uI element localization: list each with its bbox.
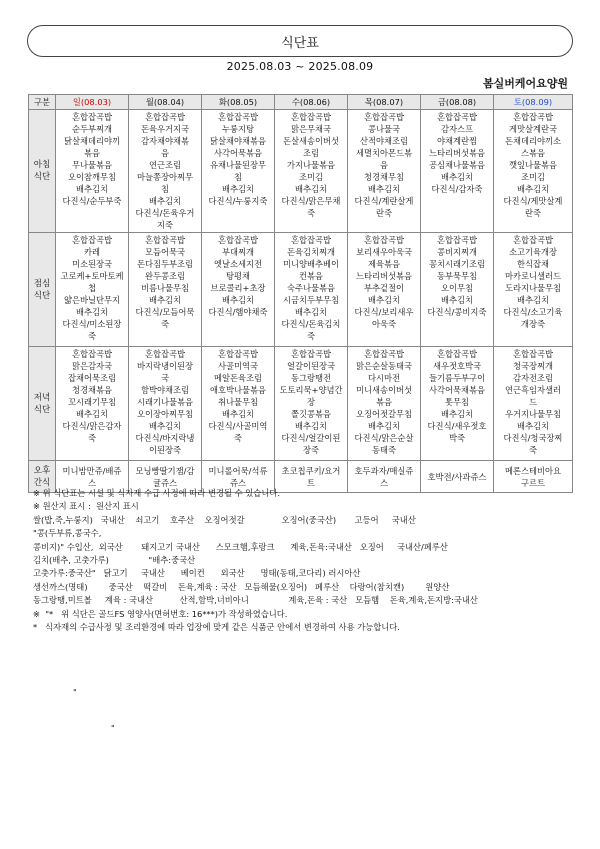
meal-row-lunch bbox=[29, 233, 573, 347]
menu-item: 혼합잡곡밥 bbox=[290, 235, 332, 245]
menu-item: 오이무침 bbox=[440, 283, 474, 293]
day-header-tue: 화(08.05) bbox=[202, 95, 275, 110]
meal-cell bbox=[56, 233, 129, 347]
menu-item: 꼬시래기무침 bbox=[67, 397, 117, 407]
menu-item: 혼합잡곡밥 bbox=[71, 112, 113, 122]
day-header-wed: 수(08.06) bbox=[275, 95, 348, 110]
menu-item: 죽 bbox=[306, 208, 315, 218]
meal-cell bbox=[202, 110, 275, 233]
menu-item: 보리새우아욱국 bbox=[355, 247, 413, 257]
menu-item: 혼합잡곡밥 bbox=[290, 349, 332, 359]
menu-item: 무나물볶음 bbox=[71, 160, 113, 170]
meal-cell bbox=[421, 110, 494, 233]
menu-item: 장 bbox=[306, 397, 315, 407]
meal-cell bbox=[202, 347, 275, 461]
menu-item: 미소된장국 bbox=[71, 259, 113, 269]
row-label bbox=[29, 233, 56, 347]
menu-item: 혼합잡곡밥 bbox=[290, 112, 332, 122]
note-line: ※ "* 위 식단은 골드FS 영양사(면허번호: 16***)가 작성하였습니다. bbox=[33, 608, 288, 619]
menu-item: 다진식/모듬어묵 bbox=[135, 307, 195, 317]
meal-cell bbox=[275, 110, 348, 233]
menu-item: 다진식/게맛살계 bbox=[503, 196, 563, 206]
meal-cell bbox=[275, 347, 348, 461]
menu-item: 다진식/돈육우거 bbox=[135, 208, 195, 218]
menu-item: 혼합잡곡밥 bbox=[144, 112, 186, 122]
row-label-line: 식단 bbox=[33, 290, 51, 301]
meal-cell bbox=[56, 347, 129, 461]
menu-item: 배추김치 bbox=[440, 295, 474, 305]
meal-cell bbox=[494, 347, 573, 461]
menu-item: 감자스프 bbox=[440, 124, 474, 134]
menu-item: 동부묵무침 bbox=[436, 271, 478, 281]
menu-item: 감자채야채볶 bbox=[140, 136, 190, 146]
menu-item: 배추김치 bbox=[221, 295, 255, 305]
menu-item: 느타리버섯볶음 bbox=[428, 148, 486, 158]
menu-item: 시금치두부무침 bbox=[282, 295, 340, 305]
menu-item: 다진식/돈육김치 bbox=[281, 319, 341, 329]
menu-item: 혼합잡곡밥 bbox=[512, 235, 554, 245]
date-range: 2025.08.03 ~ 2025.08.09 bbox=[226, 60, 374, 73]
menu-item: 다진식/청국장찌 bbox=[503, 433, 563, 443]
menu-item: 비름나물무침 bbox=[140, 283, 190, 293]
corner-cell: 구분 bbox=[29, 95, 56, 110]
row-label-line: 간식 bbox=[33, 477, 51, 488]
menu-item: 배추김치 bbox=[516, 421, 550, 431]
table-header-row bbox=[29, 95, 573, 110]
menu-item: 다진식/얼갈이된 bbox=[281, 433, 341, 443]
menu-item: 혼합잡곡밥 bbox=[436, 235, 478, 245]
menu-item: 새우젓호박국 bbox=[432, 361, 482, 371]
menu-item: 제육볶음 bbox=[367, 259, 401, 269]
menu-item: 배추김치 bbox=[516, 295, 550, 305]
menu-item: 이된장죽 bbox=[148, 445, 182, 455]
menu-item: 취나물무침 bbox=[217, 397, 259, 407]
notes bbox=[33, 487, 578, 634]
menu-item: 순두부찌개 bbox=[71, 124, 113, 134]
menu-item: 박죽 bbox=[448, 433, 466, 443]
menu-item: 죽 bbox=[87, 433, 96, 443]
menu-item: 배추김치 bbox=[294, 421, 328, 431]
menu-item: 콩비지찌개 bbox=[436, 247, 478, 257]
menu-item: 다진식/사골미역 bbox=[208, 421, 268, 431]
menu-item: 카레 bbox=[83, 247, 101, 257]
menu-item: 오이참깨무침 bbox=[67, 172, 117, 182]
menu-item: 배추김치 bbox=[294, 184, 328, 194]
menu-item: 호박전/사과쥬스 bbox=[427, 471, 487, 482]
menu-item: 배추김치 bbox=[148, 196, 182, 206]
menu-item: 다진식/바지락냉 bbox=[135, 433, 195, 443]
note-line: * 식자재의 수급사정 및 조리환경에 따라 업장에 맞게 같은 식품군 안에서 변경하여 사용 가능합니다. bbox=[33, 622, 400, 633]
menu-item: 도토리묵+양념간 bbox=[279, 385, 343, 395]
note-line: 콩비지)" 수입산, 외국산 돼지고기 국내산 스모크햄,후랑크 계육,돈육:국내산 오징어 국내산/페루산 bbox=[33, 541, 448, 552]
menu-item: 배추김치 bbox=[367, 184, 401, 194]
menu-item: 톳무침 bbox=[444, 397, 470, 407]
menu-item: 죽 bbox=[87, 331, 96, 341]
menu-item: 돈살새송이버섯 bbox=[282, 136, 340, 146]
menu-item: 맑은순살동태국 bbox=[355, 361, 413, 371]
menu-item: 미니새송이버섯 bbox=[355, 385, 413, 395]
menu-item: 오이장아찌무침 bbox=[136, 409, 194, 419]
menu-item: 깻잎나물볶음 bbox=[508, 160, 558, 170]
menu-item: 얇은바닐단무지 bbox=[63, 295, 121, 305]
day-header-mon: 월(08.04) bbox=[129, 95, 202, 110]
menu-item: 미니밤만쥬/배쥬 bbox=[62, 465, 122, 476]
menu-item: 볶음 bbox=[375, 397, 393, 407]
menu-item: 혼합잡곡밥 bbox=[363, 349, 405, 359]
menu-item: 바지락냉이된장 bbox=[136, 361, 194, 371]
menu-item: 스 bbox=[379, 477, 388, 488]
menu-item: 부대찌개 bbox=[221, 247, 255, 257]
menu-item: 완두콩조림 bbox=[144, 271, 186, 281]
menu-item: 오징어젓갈무침 bbox=[355, 409, 413, 419]
menu-item: 다진식/새우젓호 bbox=[427, 421, 487, 431]
menu-item: 혼합잡곡밥 bbox=[217, 112, 259, 122]
menu-item: 국 bbox=[160, 373, 169, 383]
menu-item: 숙주나물볶음 bbox=[286, 283, 336, 293]
note-line: 김치(배추, 고춧가루) "배추:중국산 bbox=[33, 555, 196, 566]
menu-item: 장죽 bbox=[302, 445, 320, 455]
menu-item: 돈다짐두부조림 bbox=[136, 259, 194, 269]
menu-item: 다진식/맑은무채 bbox=[281, 196, 341, 206]
day-header-sun: 일(08.03) bbox=[56, 95, 129, 110]
menu-item: 죽 bbox=[160, 319, 169, 329]
row-label-line: 저녁 bbox=[33, 392, 51, 403]
row-label-line: 점심 bbox=[33, 278, 51, 289]
menu-item: 다진식/맑은순살 bbox=[354, 433, 414, 443]
note-line: 생선까스(명태) 중국산 떡갈비 돈육,계육 : 국산 모듬해물(오징어) 페루산 다랑어(참치캔) 원양산 bbox=[33, 581, 450, 592]
menu-item: 메론스테비아요 bbox=[504, 465, 562, 476]
menu-item: 배추김치 bbox=[148, 295, 182, 305]
menu-item: 함박야채조림 bbox=[140, 385, 190, 395]
menu-item: 사골미역국 bbox=[217, 361, 259, 371]
menu-item: 쫄깃콩볶음 bbox=[290, 409, 332, 419]
note-line: ※ 위 식단표는 시설 및 식자재 수급 사정에 따라 변경될 수 있습니다. bbox=[33, 488, 280, 498]
menu-item: 다진식/순두부죽 bbox=[62, 196, 122, 206]
row-label bbox=[29, 110, 56, 233]
stray-mark: " bbox=[73, 688, 77, 697]
menu-item: 혼합잡곡밥 bbox=[512, 112, 554, 122]
menu-item: 혼합잡곡밥 bbox=[71, 349, 113, 359]
menu-item: 초코칩쿠키/요거 bbox=[281, 465, 341, 476]
menu-item: 시래기나물볶음 bbox=[136, 397, 194, 407]
meal-cell bbox=[421, 347, 494, 461]
menu-item: 조미김 bbox=[298, 172, 324, 182]
menu-item: 메알돈육조림 bbox=[213, 373, 263, 383]
menu-item: 부추겉절이 bbox=[363, 283, 405, 293]
menu-item: 소고기육개장 bbox=[508, 247, 558, 257]
menu-item: 도라지나물무침 bbox=[504, 283, 562, 293]
menu-item: 돈육우거지국 bbox=[140, 124, 190, 134]
menu-item: 음 bbox=[379, 160, 388, 170]
menu-item: 혼합잡곡밥 bbox=[512, 349, 554, 359]
menu-item: 첩 bbox=[87, 283, 96, 293]
menu-item: 배추김치 bbox=[440, 172, 474, 182]
menu-item: 마카로니샐러드 bbox=[504, 271, 562, 281]
menu-item: 돈채데리야끼소 bbox=[504, 136, 562, 146]
menu-item: 얼갈이된장국 bbox=[286, 361, 336, 371]
menu-item: 혼합잡곡밥 bbox=[363, 235, 405, 245]
row-label-line: 아침 bbox=[33, 160, 51, 170]
day-header-fri: 금(08.08) bbox=[421, 95, 494, 110]
menu-item: 세멸치아몬드볶 bbox=[355, 148, 413, 158]
organization-name: 봄실버케어요양원 bbox=[482, 77, 568, 90]
menu-item: 공심채나물볶음 bbox=[428, 160, 486, 170]
title-box bbox=[27, 25, 573, 57]
menu-item: 혼합잡곡밥 bbox=[217, 235, 259, 245]
menu-item: 혼합잡곡밥 bbox=[217, 349, 259, 359]
menu-item: 잡채어묵조림 bbox=[67, 373, 117, 383]
meal-cell bbox=[348, 233, 421, 347]
menu-item: 스 bbox=[87, 477, 96, 488]
page-title: 식단표 bbox=[281, 35, 319, 51]
menu-item: 한식잡채 bbox=[516, 259, 550, 269]
menu-item: 연근흑임자샐러 bbox=[504, 385, 562, 395]
meal-cell bbox=[421, 233, 494, 347]
menu-item: 닭살채야채볶음 bbox=[209, 136, 267, 146]
row-label-line: 식단 bbox=[33, 404, 51, 415]
menu-item: 미니롤어묵/석류 bbox=[208, 465, 268, 476]
stray-mark: " bbox=[111, 724, 115, 733]
menu-item: 게맛살계란국 bbox=[508, 124, 558, 134]
menu-item: 혼합잡곡밥 bbox=[144, 349, 186, 359]
menu-item: 배추김치 bbox=[148, 421, 182, 431]
menu-item: 배추김치 bbox=[440, 409, 474, 419]
menu-item: 동그랑땡전 bbox=[290, 373, 332, 383]
menu-item: 청국장찌개 bbox=[512, 361, 554, 371]
menu-item: 배추김치 bbox=[367, 421, 401, 431]
menu-item: 모닝빵딸기잼/감 bbox=[135, 465, 195, 476]
menu-item: 혼합잡곡밥 bbox=[144, 235, 186, 245]
menu-item: 가지나물볶음 bbox=[286, 160, 336, 170]
menu-item: 호두과자/매실쥬 bbox=[354, 465, 414, 476]
menu-item: 배추김치 bbox=[294, 307, 328, 317]
menu-item: 다진식/감자죽 bbox=[431, 184, 483, 194]
menu-item: 산적야채조림 bbox=[359, 136, 409, 146]
menu-item: 혼합잡곡밥 bbox=[363, 112, 405, 122]
meal-cell bbox=[129, 347, 202, 461]
meal-cell bbox=[348, 110, 421, 233]
menu-item: 우거지나물무침 bbox=[504, 409, 562, 419]
menu-item: 구르트 bbox=[520, 477, 546, 488]
row-label bbox=[29, 347, 56, 461]
menu-item: 사각어묵채볶음 bbox=[428, 385, 486, 395]
menu-item: 브로콜리+초장 bbox=[210, 283, 266, 293]
menu-item: 배추김치 bbox=[516, 184, 550, 194]
menu-item: 배추김치 bbox=[367, 295, 401, 305]
menu-item: 조림 bbox=[302, 148, 320, 158]
menu-item: 꽁치시래기조림 bbox=[428, 259, 486, 269]
menu-item: 배추김치 bbox=[75, 307, 109, 317]
note-line: ※ 원산지 표시 : 원산지 표시 bbox=[33, 501, 139, 512]
menu-item: 돈육김치찌개 bbox=[286, 247, 336, 257]
menu-item: 배추김치 bbox=[221, 184, 255, 194]
menu-item: 다진식/소고기육 bbox=[503, 307, 563, 317]
menu-item: 트 bbox=[306, 477, 315, 488]
menu-item: 컨볶음 bbox=[298, 271, 324, 281]
menu-item: 청경채무침 bbox=[363, 172, 405, 182]
note-line: 동그랑땡,미트볼 계육 : 국내산 산적,함박,너비아니 계육,돈육 : 국산 모듬햄 돈육,계육,돈지방:국내산 bbox=[33, 595, 478, 606]
meal-row-breakfast bbox=[29, 110, 573, 233]
menu-item: 모듬어묵국 bbox=[144, 247, 186, 257]
menu-item: 청경채볶음 bbox=[71, 385, 113, 395]
menu-item: 쥬스 bbox=[229, 477, 247, 488]
menu-item: 탕평채 bbox=[225, 271, 251, 281]
menu-item: 개장죽 bbox=[520, 319, 546, 329]
menu-item: 다진식/미소된장 bbox=[62, 319, 122, 329]
menu-item: 마늘쫑장아찌무 bbox=[136, 172, 194, 182]
meal-row-dinner bbox=[29, 347, 573, 461]
menu-item: 란죽 bbox=[375, 208, 393, 218]
row-label-line: 식단 bbox=[33, 172, 51, 182]
meal-cell bbox=[129, 110, 202, 233]
menu-item: 콩나물국 bbox=[367, 124, 401, 134]
menu-item: 아욱죽 bbox=[371, 319, 397, 329]
menu-item: 드 bbox=[528, 397, 537, 407]
menu-item: 다진식/보리새우 bbox=[354, 307, 414, 317]
menu-item: 닭살채데리야끼 bbox=[63, 136, 121, 146]
menu-item: 란죽 bbox=[524, 208, 542, 218]
day-header-thu: 목(08.07) bbox=[348, 95, 421, 110]
note-line: "콩(두부류,콩국수, bbox=[33, 528, 102, 539]
menu-item: 볶음 bbox=[83, 148, 101, 158]
menu-item: 혼합잡곡밥 bbox=[71, 235, 113, 245]
day-header-sat: 토(08.09) bbox=[494, 95, 573, 110]
meal-cell bbox=[56, 110, 129, 233]
menu-item: 다진식/햄야채죽 bbox=[208, 307, 268, 317]
menu-item: 엣날소세지전 bbox=[213, 259, 263, 269]
menu-item: 유채나물된장무 bbox=[209, 160, 267, 170]
menu-item: 사각어묵볶음 bbox=[213, 148, 263, 158]
meal-cell bbox=[129, 233, 202, 347]
meal-cell bbox=[494, 233, 573, 347]
menu-item: 지죽 bbox=[156, 220, 174, 230]
menu-item: 스볶음 bbox=[520, 148, 546, 158]
menu-item: 침 bbox=[233, 172, 242, 182]
menu-item: 연근조림 bbox=[148, 160, 182, 170]
menu-item: 다시마전 bbox=[367, 373, 401, 383]
menu-item: 배추김치 bbox=[75, 409, 109, 419]
menu-item: 조미김 bbox=[520, 172, 546, 182]
menu-item: 배추김치 bbox=[221, 409, 255, 419]
meal-cell bbox=[348, 347, 421, 461]
menu-item: 죽 bbox=[306, 331, 315, 341]
menu-item: 다진식/콩비지죽 bbox=[427, 307, 487, 317]
menu-item: 동태죽 bbox=[371, 445, 397, 455]
menu-item: 배추김치 bbox=[75, 184, 109, 194]
menu-item: 다진식/계란살게 bbox=[354, 196, 414, 206]
menu-item: 음 bbox=[160, 148, 169, 158]
menu-item: 혼합잡곡밥 bbox=[436, 112, 478, 122]
menu-item: 야채계란찜 bbox=[436, 136, 478, 146]
menu-item: 고로케+토마토케 bbox=[60, 271, 124, 281]
menu-item: 침 bbox=[160, 184, 169, 194]
menu-item: 감자전조림 bbox=[512, 373, 554, 383]
menu-item: 귤쥬스 bbox=[152, 477, 178, 488]
menu-item: 죽 bbox=[233, 433, 242, 443]
menu-item: 죽 bbox=[528, 445, 537, 455]
menu-item: 들기름두부구이 bbox=[428, 373, 486, 383]
menu-item: 다진식/누룽지죽 bbox=[208, 196, 268, 206]
row-label-line: 오후 bbox=[33, 465, 51, 476]
note-line: 쌀(밥,죽,누룽지) 국내산 쇠고기 호주산 오징어젓갈 오징어(중국산) 고등어 국내산 bbox=[33, 514, 416, 525]
meal-cell bbox=[494, 110, 573, 233]
menu-item: 미니양배추베이 bbox=[282, 259, 340, 269]
menu-item: 맑은감자국 bbox=[71, 361, 113, 371]
meal-cell bbox=[275, 233, 348, 347]
menu-item: 애호박나물볶음 bbox=[209, 385, 267, 395]
menu-item: 느타리버섯볶음 bbox=[355, 271, 413, 281]
menu-item: 다진식/맑은감자 bbox=[62, 421, 122, 431]
meal-table bbox=[28, 94, 573, 493]
meal-cell bbox=[202, 233, 275, 347]
menu-item: 누룽지탕 bbox=[221, 124, 255, 134]
menu-item: 혼합잡곡밥 bbox=[436, 349, 478, 359]
menu-item: 맑은무채국 bbox=[290, 124, 332, 134]
note-line: 고춧가루:중국산" 닭고기 국내산 베이컨 외국산 명태(동태,코다리) 러시아산 bbox=[33, 568, 361, 579]
